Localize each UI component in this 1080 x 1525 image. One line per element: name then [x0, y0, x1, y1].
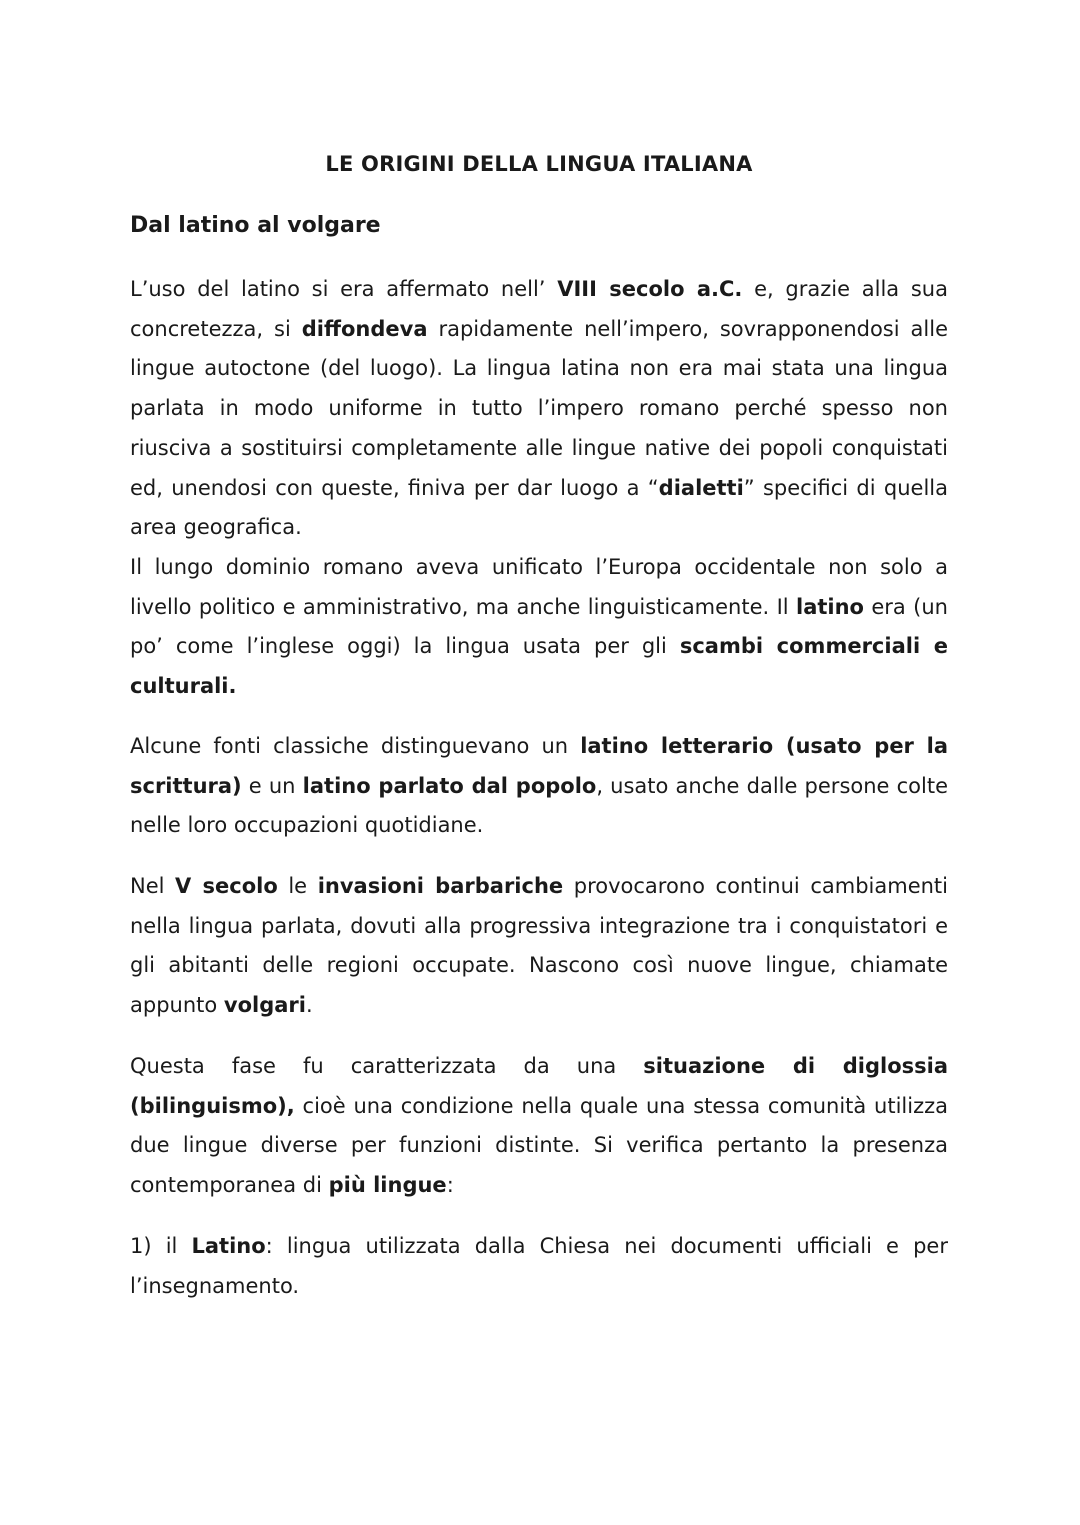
- bold-run: dialetti: [658, 475, 744, 500]
- paragraph-barbarian-invasions: [130, 867, 948, 1026]
- text-run: Questa fase fu caratterizzata da una: [130, 1054, 644, 1078]
- paragraph-diglossia: [130, 1047, 948, 1206]
- text-run: cioè una condizione nella quale una stessa comunità utilizza due lingue diverse per funzioni distinte. Si verifica pertanto la presenza contemporanea di: [130, 1093, 948, 1198]
- bold-run: V secolo: [175, 874, 278, 898]
- paragraph-literary-latin: [130, 727, 948, 846]
- bold-run: latino: [796, 594, 864, 619]
- text-run: L’uso del latino si era affermato nell’: [130, 277, 558, 301]
- bold-run: diffondeva: [301, 316, 428, 341]
- bold-run: volgari: [223, 993, 306, 1018]
- bold-run: più lingue: [328, 1173, 447, 1198]
- text-run: le: [277, 874, 318, 898]
- bold-run: Latino: [191, 1234, 266, 1258]
- text-run: , usato anche dalle persone colte nelle loro occupazioni quotidiane.: [130, 773, 948, 838]
- text-run: Il lungo dominio romano aveva unificato l’Europa occidentale non solo a livello politico e amministrativo, ma anche linguisticamente. Il: [130, 554, 948, 619]
- text-run: ” specifici di quella area geografica.: [130, 475, 948, 540]
- list-item-latin: [130, 1227, 948, 1306]
- bold-run: VIII secolo a.C.: [557, 277, 743, 301]
- bold-run: situazione di diglossia (bilinguismo),: [130, 1054, 948, 1118]
- paragraph-latin-origins: [130, 270, 948, 707]
- text-run: 1) il: [130, 1234, 192, 1258]
- bold-run: invasioni barbariche: [317, 874, 564, 898]
- text-run: era (un po’ come l’inglese oggi) la lingua usata per gli: [130, 594, 948, 659]
- text-run: provocarono continui cambiamenti nella lingua parlata, dovuti alla progressiva integrazione tra i conquistatori e gli abitanti delle regioni occupate. Nascono così nuove lingue, chiamate appunto: [130, 874, 948, 1018]
- text-run: rapidamente nell’impero, sovrapponendosi alle lingue autoctone (del luogo). La lingua latina non era mai stata una lingua parlata in modo uniforme in tutto l’impero romano perché spesso non riusciva a sostituirsi completamente alle lingue native dei popoli conquistati ed, unendosi con queste, finiva per dar luogo a “: [130, 316, 948, 500]
- section-heading: Dal latino al volgare: [130, 213, 381, 238]
- text-run: Alcune fonti classiche distinguevano un: [130, 734, 581, 758]
- text-run: e, grazie alla sua concretezza, si: [130, 277, 948, 341]
- text-run: :: [446, 1173, 454, 1198]
- text-run: .: [305, 993, 313, 1018]
- bold-run: scambi commerciali e culturali.: [130, 634, 948, 699]
- text-run: e un: [241, 773, 303, 798]
- text-run: : lingua utilizzata dalla Chiesa nei documenti ufficiali e per l’insegnamento.: [130, 1234, 948, 1298]
- page-title: LE ORIGINI DELLA LINGUA ITALIANA: [325, 152, 753, 176]
- text-run: Nel: [130, 874, 176, 898]
- bold-run: latino letterario (usato per la scrittura): [130, 734, 949, 798]
- bold-run: latino parlato dal popolo: [302, 773, 597, 798]
